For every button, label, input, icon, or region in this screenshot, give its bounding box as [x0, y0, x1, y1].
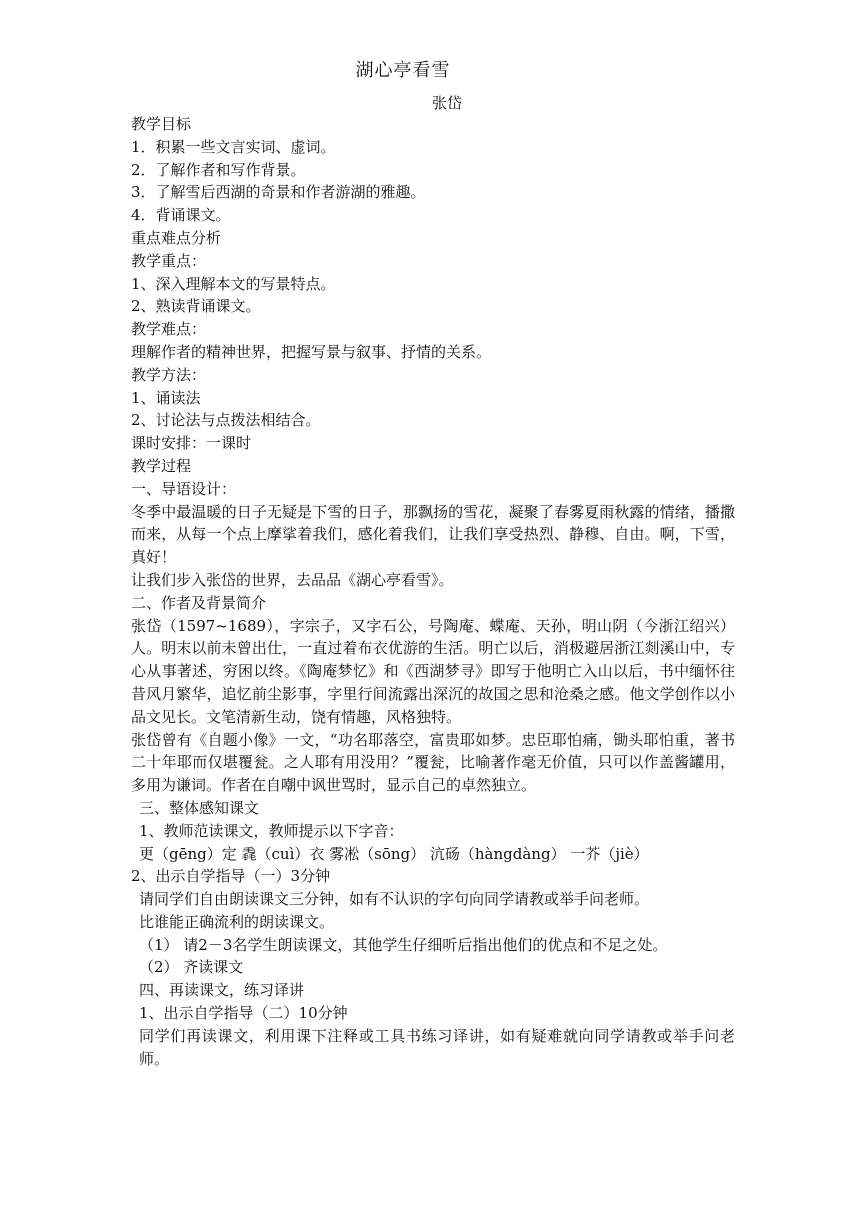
difficulty-text: 理解作者的精神世界，把握写景与叙事、抒情的关系。 — [131, 342, 492, 361]
author-name: 张岱 — [432, 94, 463, 112]
pronunciation-list: 更（gēng）定 毳（cuì）衣 雾凇（sōng） 沆砀（hàngdàng） 一芥（jiè） — [139, 844, 649, 863]
step-heading-reread: 四、再读课文，练习译讲 — [139, 981, 305, 1000]
reread-paragraph: 同学们再读课文，利用课下注释或工具书练习译讲，如有疑难就向同学请教或举手问老师。 — [139, 1026, 735, 1068]
step-heading-author: 二、作者及背景简介 — [131, 593, 267, 612]
subheading-difficulty: 教学难点： — [131, 320, 207, 339]
step-heading-intro: 一、导语设计： — [131, 479, 237, 498]
reading-instruction: 1、教师范读课文，教师提示以下字音： — [139, 821, 404, 840]
guide-heading-one: 2、出示自学指导（一）3分钟 — [131, 867, 331, 886]
objective-item: 2．了解作者和写作背景。 — [131, 160, 306, 179]
schedule-line: 课时安排：一课时 — [131, 434, 252, 453]
method-item: 1、诵读法 — [131, 388, 201, 407]
subheading-focus: 教学重点： — [131, 251, 207, 270]
objective-item: 4．背诵课文。 — [131, 206, 231, 225]
document-title: 湖心亭看雪 — [355, 60, 451, 81]
author-bio-paragraph: 张岱（1597~1689），字宗子，又字石公，号陶庵、蝶庵、天孙，明山阴（今浙江绍兴）人。明末以前未曾出仕，一直过着布衣优游的生活。明亡以后，消极避居浙江剡溪山中，专心从事著述，穷困以终。《陶庵梦忆》和《西湖梦寻》即写于他明亡入山以后，书中缅怀往昔风月繁华，追忆前尘影事，字里行间流露出深沉的故国之思和沧桑之感。他文学创作以小品文见长。文笔清新生动，饶有情趣，风格独特。 — [131, 616, 735, 726]
step-heading-overview: 三、整体感知课文 — [139, 798, 260, 817]
objective-item: 3．了解雪后西湖的奇景和作者游湖的雅趣。 — [131, 183, 426, 202]
focus-item: 2、熟读背诵课文。 — [131, 297, 261, 316]
objective-item: 1．积累一些文言实词、虚词。 — [131, 137, 336, 156]
intro-closing: 让我们步入张岱的世界，去品品《湖心亭看雪》。 — [131, 570, 454, 589]
guide-heading-two: 1、出示自学指导（二）10分钟 — [139, 1004, 348, 1023]
section-heading-key-points: 重点难点分析 — [131, 228, 222, 247]
section-heading-objectives: 教学目标 — [131, 115, 192, 133]
self-portrait-paragraph: 张岱曾有《自题小像》一文，“功名耶落空，富贵耶如梦。忠臣耶怕痛，锄头耶怕重，著书二十年耶而仅堪覆瓮。之人耶有用没用？”覆瓮，比喻著作毫无价值，只可以作盖酱罐用，多用为谦词。作者在自嘲中讽世骂时，显示自己的卓然独立。 — [131, 730, 735, 795]
document-body — [131, 113, 735, 1070]
intro-paragraph: 冬季中最温暖的日子无疑是下雪的日子，那飘扬的雪花，凝聚了春雾夏雨秋露的情绪，播撒而来，从每一个点上摩挲着我们，感化着我们，让我们享受热烈、静穆、自由。啊，下雪，真好！ — [131, 502, 735, 567]
activity-item-1: （1） 请2－3名学生朗读课文，其他学生仔细听后指出他们的优点和不足之处。 — [139, 935, 668, 954]
method-item: 2、讨论法与点拨法相结合。 — [131, 411, 321, 430]
guide-text: 比谁能正确流利的朗读课文。 — [139, 912, 335, 931]
focus-item: 1、深入理解本文的写景特点。 — [131, 274, 336, 293]
subheading-methods: 教学方法： — [131, 365, 207, 384]
guide-text: 请同学们自由朗读课文三分钟，如有不认识的字句向同学请教或举手问老师。 — [139, 890, 650, 909]
activity-item-2: （2） 齐读课文 — [139, 958, 244, 977]
section-heading-process: 教学过程 — [131, 456, 192, 475]
